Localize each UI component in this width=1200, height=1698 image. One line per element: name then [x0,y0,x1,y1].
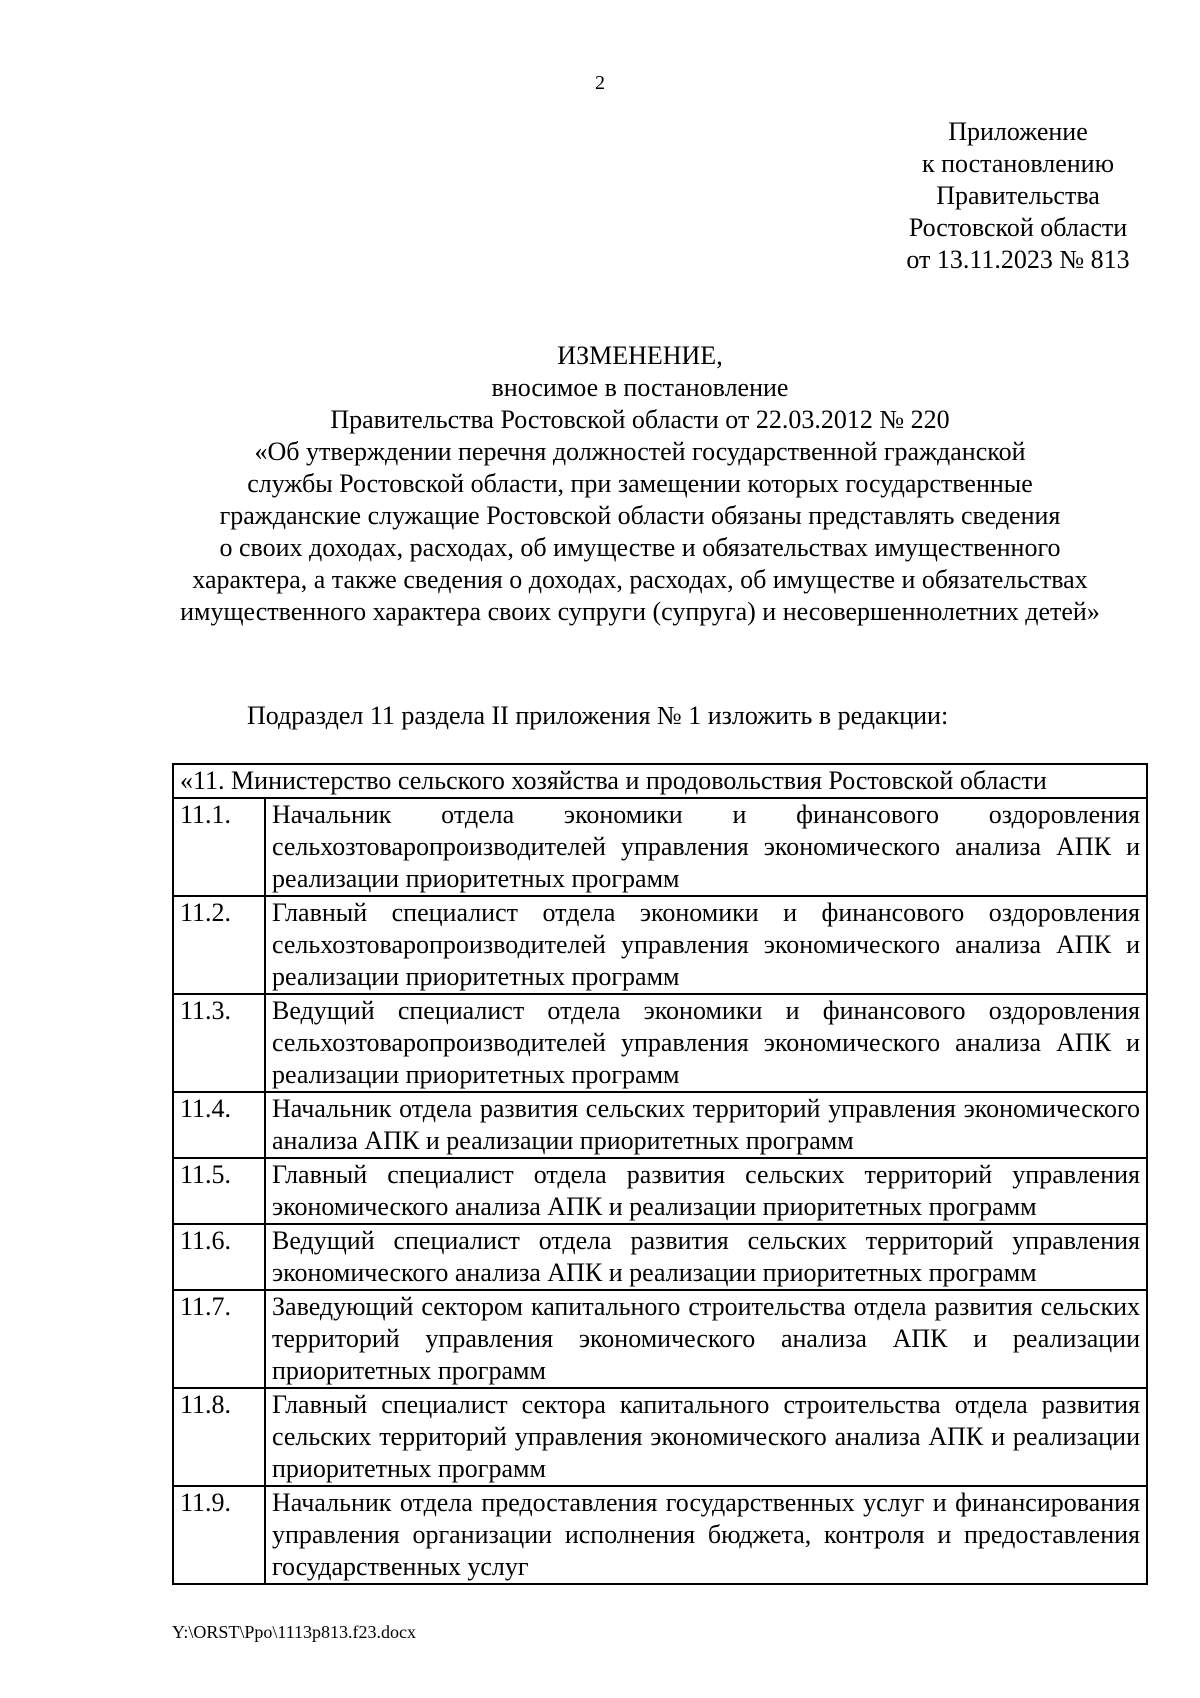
heading-line: имущественного характера своих супруги (супруга) и несовершеннолетних детей» [180,597,1100,626]
table-row [173,1388,1147,1486]
row-text: Заведующий сектором капитального строительства отдела развития сельских территорий управления экономического анализа АПК и реализации приоритетных программ [265,1290,1147,1388]
heading-line: вносимое в постановление [491,373,789,402]
row-number: 11.1. [173,798,265,896]
row-text: Ведущий специалист отдела экономики и финансового оздоровления сельхозтоваропроизводителей управления экономического анализа АПК и реализации приоритетных программ [265,994,1147,1092]
heading-title: ИЗМЕНЕНИЕ, [557,341,723,370]
table-row [173,1092,1147,1158]
row-number: 11.9. [173,1486,265,1584]
row-number: 11.2. [173,896,265,994]
row-number: 11.4. [173,1092,265,1158]
appendix-line: Ростовской области [908,213,1128,242]
appendix-line: Правительства [936,181,1100,210]
table-row [173,896,1147,994]
appendix-line: Приложение [948,117,1088,146]
row-number: 11.3. [173,994,265,1092]
appendix-line: от 13.11.2023 № 813 [906,245,1130,274]
table-row [173,1290,1147,1388]
row-text: Начальник отдела развития сельских территорий управления экономического анализа АПК и реализации приоритетных программ [265,1092,1147,1158]
intro-paragraph: Подраздел 11 раздела II приложения № 1 изложить в редакции: [247,701,949,730]
ministry-cell: «11. Министерство сельского хозяйства и продовольствия Ростовской области [173,764,1147,798]
heading-line: «Об утверждении перечня должностей государственной гражданской [254,437,1026,466]
ministry-row [173,764,1147,798]
row-number: 11.6. [173,1224,265,1290]
appendix-line: к постановлению [921,149,1115,178]
page-number: 2 [595,72,605,94]
heading-line: о своих доходах, расходах, об имуществе и обязательствах имущественного [219,533,1061,562]
row-text: Начальник отдела экономики и финансового оздоровления сельхозтоваропроизводителей управления экономического анализа АПК и реализации приоритетных программ [265,798,1147,896]
row-number: 11.7. [173,1290,265,1388]
heading-line: службы Ростовской области, при замещении которых государственные [247,469,1033,498]
positions-table [172,763,1148,1585]
table-row [173,798,1147,896]
table-row [173,1158,1147,1224]
row-text: Главный специалист сектора капитального строительства отдела развития сельских территорий управления экономического анализа АПК и реализации приоритетных программ [265,1388,1147,1486]
table-row [173,1486,1147,1584]
heading-line: гражданские служащие Ростовской области обязаны представлять сведения [219,501,1061,530]
table-row [173,1224,1147,1290]
appendix-block [818,116,1200,276]
row-number: 11.5. [173,1158,265,1224]
row-text: Главный специалист отдела развития сельских территорий управления экономического анализа АПК и реализации приоритетных программ [265,1158,1147,1224]
row-number: 11.8. [173,1388,265,1486]
row-text: Ведущий специалист отдела развития сельских территорий управления экономического анализа АПК и реализации приоритетных программ [265,1224,1147,1290]
row-text: Начальник отдела предоставления государственных услуг и финансирования управления организации исполнения бюджета, контроля и предоставления государственных услуг [265,1486,1147,1584]
table-row [173,994,1147,1092]
document-heading [120,340,1160,628]
row-text: Главный специалист отдела экономики и финансового оздоровления сельхозтоваропроизводителей управления экономического анализа АПК и реализации приоритетных программ [265,896,1147,994]
heading-line: Правительства Ростовской области от 22.03.2012 № 220 [330,405,950,434]
file-path-footer: Y:\ORST\Ppo\1113p813.f23.docx [172,1622,417,1642]
heading-line: характера, а также сведения о доходах, расходах, об имуществе и обязательствах [192,565,1088,594]
